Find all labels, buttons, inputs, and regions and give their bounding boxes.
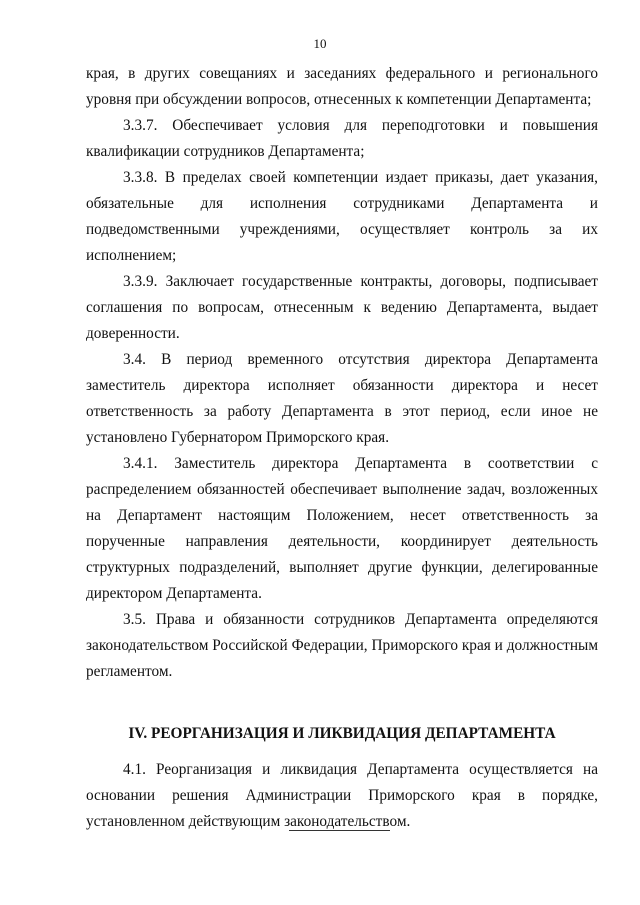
paragraphs-before: [86, 61, 598, 685]
paragraphs-after: [86, 757, 598, 835]
page-number: 10: [313, 36, 327, 51]
paragraph: 3.3.8. В пределах своей компетенции издает приказы, дает указания, обязательные для исполнения сотрудниками Департамента и подведомственными учреждениями, осуществляет контроль за их исполнением;: [86, 169, 598, 264]
paragraph: 3.4.1. Заместитель директора Департамента в соответствии с распределением обязанностей обеспечивает выполнение задач, возложенных на Департамент настоящим Положением, несет ответственность за порученные направления деятельности, координирует деятельность структурных подразделений, выполняет другие функции, делегированные директором Департамента.: [86, 455, 598, 602]
paragraph: края, в других совещаниях и заседаниях федерального и регионального уровня при обсуждении вопросов, отнесенных к компетенции Департамента;: [86, 65, 598, 108]
closing-divider: [289, 830, 390, 831]
paragraph: 3.4. В период временного отсутствия директора Департамента заместитель директора исполняет обязанности директора и несет ответственность за работу Департамента в этот период, если иное не установлено Губернатором Приморского края.: [86, 351, 598, 446]
section-heading: IV. РЕОРГАНИЗАЦИЯ И ЛИКВИДАЦИЯ ДЕПАРТАМЕНТА: [128, 725, 556, 742]
paragraph: 3.3.7. Обеспечивает условия для переподготовки и повышения квалификации сотрудников Департамента;: [86, 117, 598, 160]
paragraph: 4.1. Реорганизация и ликвидация Департамента осуществляется на основании решения Администрации Приморского края в порядке, установленном действующим законодательством.: [86, 761, 598, 830]
document-body: [86, 61, 598, 835]
paragraph: 3.5. Права и обязанности сотрудников Департамента определяются законодательством Российской Федерации, Приморского края и должностным регламентом.: [86, 611, 598, 680]
paragraph: 3.3.9. Заключает государственные контракты, договоры, подписывает соглашения по вопросам, отнесенным к ведению Департамента, выдает доверенности.: [86, 273, 598, 342]
